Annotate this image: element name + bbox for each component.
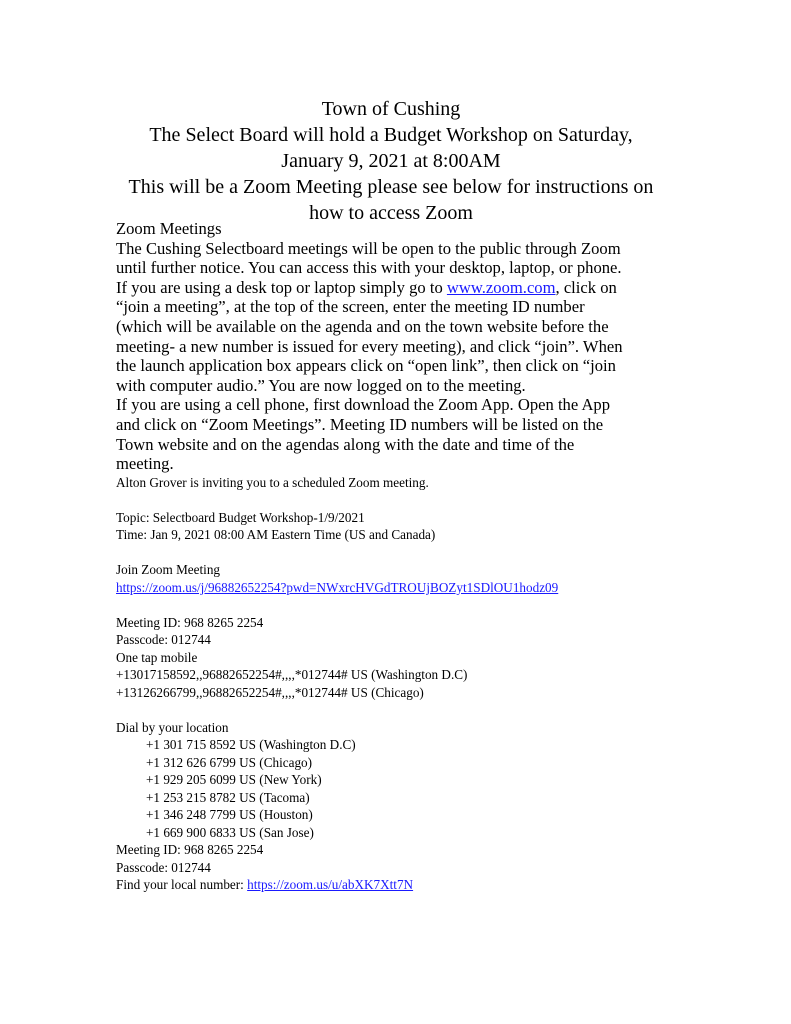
one-tap-number: +13126266799,,96882652254#,,,,*012744# US (Chicago) <box>116 684 424 700</box>
dial-number: +1 253 215 8782 US (Tacoma) <box>146 789 310 805</box>
town-title: Town of Cushing <box>321 98 461 120</box>
meeting-id: Meeting ID: 968 8265 2254 <box>116 614 264 630</box>
invite-intro: Alton Grover is inviting you to a scheduled Zoom meeting. <box>116 474 429 490</box>
notice-date: January 9, 2021 at 8:00AM <box>281 150 501 172</box>
passcode: Passcode: 012744 <box>116 632 211 648</box>
instruction-text: If you are using a desk top or laptop simply go to <box>116 277 447 297</box>
zoom-website-link[interactable]: www.zoom.com <box>446 277 556 297</box>
instruction-line: If you are using a cell phone, first download the Zoom App. Open the App <box>116 395 611 415</box>
meeting-id: Meeting ID: 968 8265 2254 <box>116 842 264 858</box>
notice-line: how to access Zoom <box>309 202 473 224</box>
meeting-time: Time: Jan 9, 2021 08:00 AM Eastern Time (US and Canada) <box>116 527 436 543</box>
instruction-line: with computer audio.” You are now logged on to the meeting. <box>116 375 526 395</box>
local-number-link[interactable]: https://zoom.us/u/abXK7Xtt7N <box>247 877 414 893</box>
dial-number: +1 929 205 6099 US (New York) <box>146 772 322 788</box>
instruction-line: meeting- a new number is issued for every meeting), and click “join”. When <box>116 336 623 356</box>
dial-number: +1 301 715 8592 US (Washington D.C) <box>146 737 356 753</box>
one-tap-number: +13017158592,,96882652254#,,,,*012744# US (Washington D.C) <box>116 667 468 683</box>
instruction-line: Town website and on the agendas along with the date and time of the <box>116 434 575 454</box>
instruction-line <box>116 278 696 298</box>
instruction-line: until further notice. You can access this with your desktop, laptop, or phone. <box>116 258 622 278</box>
instruction-line: The Cushing Selectboard meetings will be open to the public through Zoom <box>116 238 621 258</box>
join-label: Join Zoom Meeting <box>116 562 221 578</box>
instruction-line: (which will be available on the agenda and on the town website before the <box>116 316 609 336</box>
notice-header <box>100 96 682 226</box>
passcode: Passcode: 012744 <box>116 859 211 875</box>
dial-label: Dial by your location <box>116 719 229 735</box>
section-heading: Zoom Meetings <box>116 219 222 238</box>
local-number-label: Find your local number: <box>116 877 248 893</box>
notice-line: This will be a Zoom Meeting please see below for instructions on <box>128 176 654 198</box>
one-tap-label: One tap mobile <box>116 649 198 665</box>
zoom-invitation <box>116 474 696 894</box>
instruction-line: meeting. <box>116 454 174 474</box>
dial-number: +1 312 626 6799 US (Chicago) <box>146 754 313 770</box>
instruction-line: the launch application box appears click on “open link”, then click on “join <box>116 356 616 376</box>
join-meeting-link[interactable]: https://zoom.us/j/96882652254?pwd=NWxrcHVGdTROUjBOZyt1SDlOU1hodz09 <box>116 579 559 595</box>
meeting-topic: Topic: Selectboard Budget Workshop-1/9/2021 <box>116 509 365 525</box>
dial-number: +1 669 900 6833 US (San Jose) <box>146 824 314 840</box>
instruction-text: , click on <box>555 277 617 297</box>
instruction-line: “join a meeting”, at the top of the screen, enter the meeting ID number <box>116 297 585 317</box>
document-body <box>116 219 696 894</box>
dial-number: +1 346 248 7799 US (Houston) <box>146 807 313 823</box>
notice-line: The Select Board will hold a Budget Workshop on Saturday, <box>149 124 633 146</box>
instruction-line: and click on “Zoom Meetings”. Meeting ID numbers will be listed on the <box>116 414 604 434</box>
zoom-instructions <box>116 219 696 474</box>
